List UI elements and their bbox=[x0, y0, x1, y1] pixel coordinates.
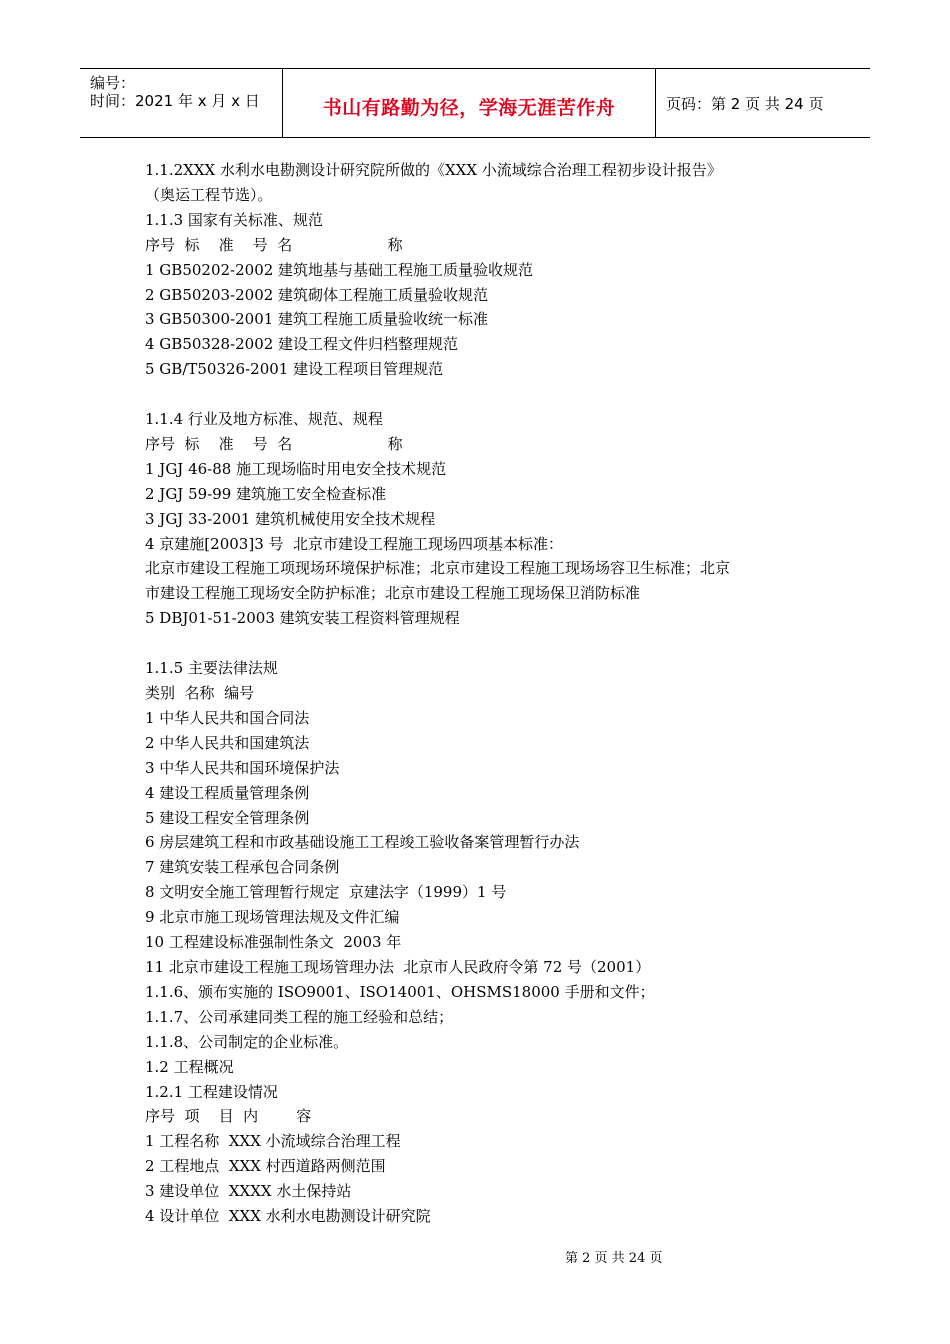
section-heading: 1.1.3 国家有关标准、规范 bbox=[145, 210, 323, 229]
body-line: 市建设工程施工现场安全防护标准；北京市建设工程施工现场保卫消防标准 bbox=[145, 584, 641, 603]
blank-line bbox=[145, 382, 825, 407]
page-footer bbox=[0, 1247, 950, 1266]
section-heading: 1.1.4 行业及地方标准、规范、规程 bbox=[145, 410, 383, 429]
list-item: 11 北京市建设工程施工现场管理办法 北京市人民政府令第 72 号（2001） bbox=[145, 957, 651, 976]
list-item: 7 建筑安装工程承包合同条例 bbox=[145, 858, 340, 877]
list-item: 8 文明安全施工管理暂行规定 京建法字（1999）1 号 bbox=[145, 883, 507, 902]
body-line: 1.1.6、颁布实施的 ISO9001、ISO14001、OHSMS18000 手册和文件； bbox=[145, 982, 655, 1001]
list-item: 5 GB/T50326-2001 建设工程项目管理规范 bbox=[145, 360, 444, 379]
list-item: 1 中华人民共和国合同法 bbox=[145, 708, 310, 727]
blank-line bbox=[145, 631, 825, 656]
list-item: 5 DBJ01-51-2003 建筑安装工程资料管理规程 bbox=[145, 609, 460, 628]
list-item: 4 设计单位 XXX 水利水电勘测设计研究院 bbox=[145, 1207, 431, 1226]
motto-text: 书山有路勤为径，学海无涯苦作舟 bbox=[322, 97, 616, 119]
document-number-label: 编号： bbox=[90, 74, 136, 92]
header-page-info: 页码：第 2 页 共 24 页 bbox=[666, 95, 824, 113]
list-item: 6 房层建筑工程和市政基础设施工工程竣工验收备案管理暂行办法 bbox=[145, 833, 580, 852]
list-item: 2 JGJ 59-99 建筑施工安全检查标准 bbox=[145, 484, 387, 503]
section-heading: 1.2.1 工程建设情况 bbox=[145, 1082, 278, 1101]
body-line: 1.1.7、公司承建同类工程的施工经验和总结； bbox=[145, 1007, 454, 1026]
list-item: 4 建设工程质量管理条例 bbox=[145, 783, 310, 802]
list-item: 9 北京市施工现场管理法规及文件汇编 bbox=[145, 908, 400, 927]
list-item: 3 中华人民共和国环境保护法 bbox=[145, 758, 340, 777]
list-item: 2 工程地点 XXX 村西道路两侧范围 bbox=[145, 1157, 386, 1176]
list-item: 1 GB50202-2002 建筑地基与基础工程施工质量验收规范 bbox=[145, 260, 534, 279]
list-item: 1 工程名称 XXX 小流域综合治理工程 bbox=[145, 1132, 401, 1151]
list-item: 3 GB50300-2001 建筑工程施工质量验收统一标准 bbox=[145, 310, 489, 329]
list-item: 3 JGJ 33-2001 建筑机械使用安全技术规程 bbox=[145, 509, 436, 528]
list-item: 2 GB50203-2002 建筑砌体工程施工质量验收规范 bbox=[145, 285, 489, 304]
footer-page-number: 第 2 页 共 24 页 bbox=[565, 1251, 663, 1266]
header-page-cell bbox=[656, 69, 870, 137]
table-header-line: 序号 标 准 号 名 称 bbox=[145, 235, 403, 254]
body-line: （奥运工程节选）。 bbox=[145, 185, 273, 204]
body-line: 北京市建设工程施工项现场环境保护标准；北京市建设工程施工现场场容卫生标准；北京 bbox=[145, 559, 731, 578]
list-item: 1 JGJ 46-88 施工现场临时用电安全技术规范 bbox=[145, 459, 447, 478]
document-body bbox=[145, 158, 825, 1229]
document-date: 时间：2021 年 x 月 x 日 bbox=[90, 92, 260, 110]
section-heading: 1.2 工程概况 bbox=[145, 1057, 234, 1076]
list-item: 4 GB50328-2002 建设工程文件归档整理规范 bbox=[145, 335, 459, 354]
table-header-line: 类别 名称 编号 bbox=[145, 684, 255, 702]
list-item: 4 京建施[2003]3 号 北京市建设工程施工现场四项基本标准： bbox=[145, 534, 564, 553]
header-motto-cell bbox=[283, 69, 656, 137]
list-item: 10 工程建设标准强制性条文 2003 年 bbox=[145, 933, 402, 952]
page-header bbox=[80, 68, 870, 138]
table-header-line: 序号 项 目 内 容 bbox=[145, 1107, 312, 1126]
list-item: 5 建设工程安全管理条例 bbox=[145, 808, 310, 827]
body-line: 1.1.2XXX 水利水电勘测设计研究院所做的《XXX 小流域综合治理工程初步设计报告》 bbox=[145, 161, 722, 179]
table-header-line: 序号 标 准 号 名 称 bbox=[145, 434, 403, 453]
list-item: 3 建设单位 XXXX 水土保持站 bbox=[145, 1182, 352, 1201]
body-line: 1.1.8、公司制定的企业标准。 bbox=[145, 1032, 349, 1051]
section-heading: 1.1.5 主要法律法规 bbox=[145, 659, 278, 678]
list-item: 2 中华人民共和国建筑法 bbox=[145, 733, 310, 752]
header-left-cell bbox=[80, 69, 283, 137]
